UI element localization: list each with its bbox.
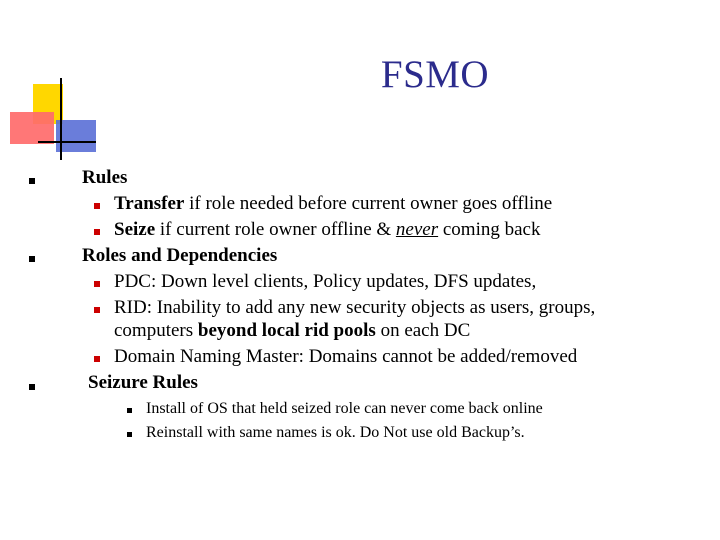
logo-horizontal-line — [38, 141, 96, 143]
rule-seize: Seize if current role owner offline & never coming back — [114, 219, 541, 240]
bullet-domain-naming-icon — [94, 356, 100, 362]
bullet-seize-icon — [94, 229, 100, 235]
role-pdc: PDC: Down level clients, Policy updates, DFS updates, — [114, 271, 537, 292]
rule-transfer: Transfer if role needed before current owner goes offline — [114, 193, 553, 214]
slide-logo — [0, 0, 100, 170]
bullet-seizure-icon — [29, 384, 35, 390]
bullet-rules-icon — [29, 178, 35, 184]
bullet-transfer-icon — [94, 203, 100, 209]
logo-blue-square — [56, 120, 96, 152]
logo-vertical-line — [60, 78, 62, 160]
logo-red-square — [10, 112, 54, 144]
slide-title: FSMO — [380, 53, 490, 96]
bullet-roles-icon — [29, 256, 35, 262]
seizure-heading: Seizure Rules — [88, 372, 198, 393]
bullet-reinstall-icon — [127, 432, 132, 437]
roles-heading: Roles and Dependencies — [82, 245, 278, 266]
seizure-reinstall: Reinstall with same names is ok. Do Not use old Backup’s. — [146, 424, 525, 441]
seizure-install: Install of OS that held seized role can never come back online — [146, 400, 543, 417]
bullet-install-icon — [127, 408, 132, 413]
rules-heading: Rules — [82, 167, 128, 188]
bullet-pdc-icon — [94, 281, 100, 287]
role-rid-line2: computers beyond local rid pools on each DC — [114, 320, 471, 341]
bullet-rid-icon — [94, 307, 100, 313]
role-rid-line1: RID: Inability to add any new security objects as users, groups, — [114, 297, 596, 318]
role-domain-naming: Domain Naming Master: Domains cannot be added/removed — [114, 346, 578, 367]
